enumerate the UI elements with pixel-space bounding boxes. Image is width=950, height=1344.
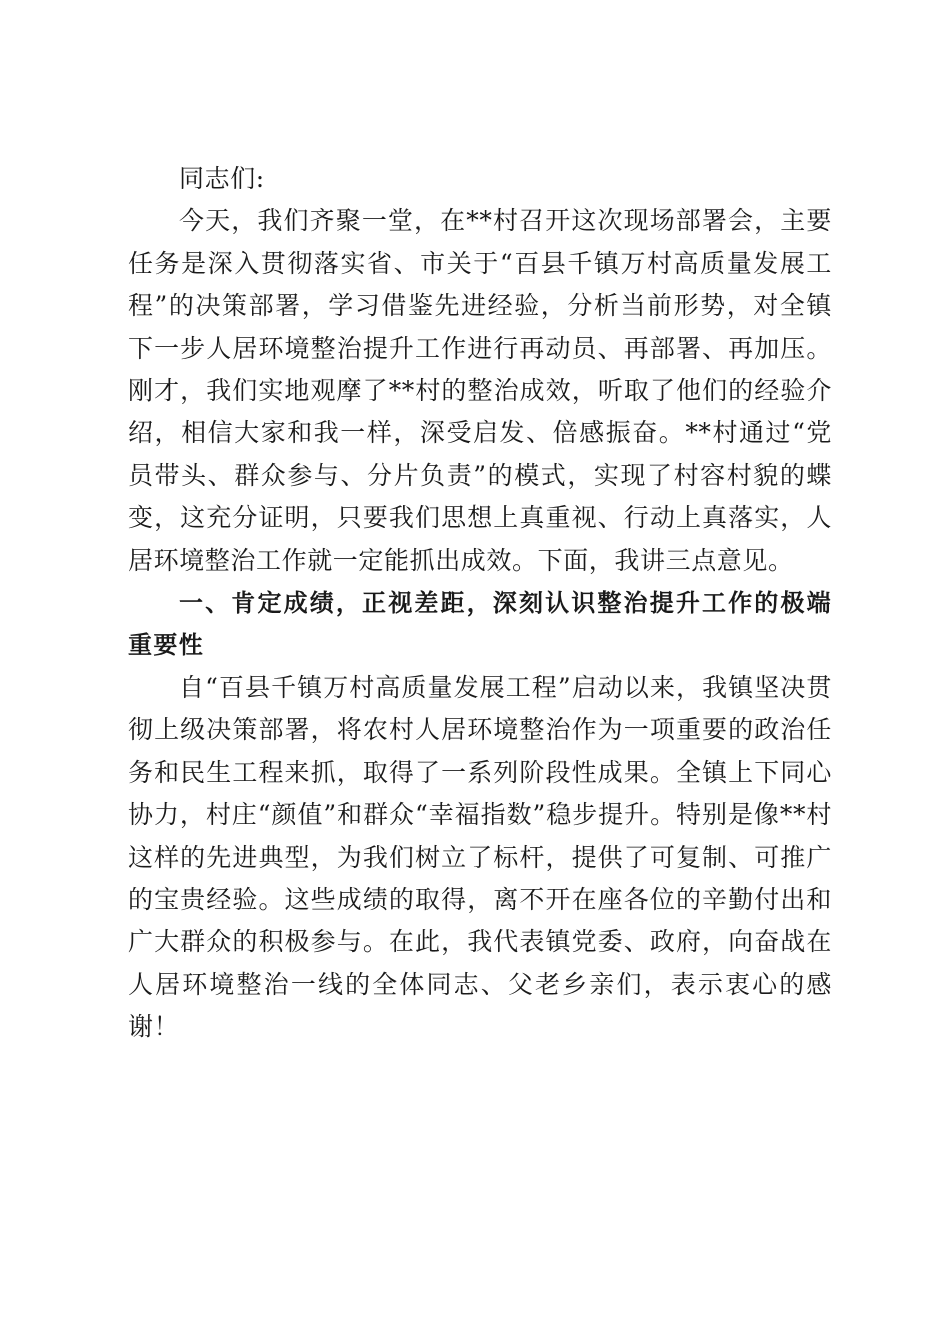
section-paragraph: 自“百县千镇万村高质量发展工程”启动以来，我镇坚决贯彻上级决策部署，将农村人居环境整治作为一项重要的政治任务和民生工程来抓，取得了一系列阶段性成果。全镇上下同心协力，村庄“颜值”和群众“幸福指数”稳步提升。特别是像**村这样的先进典型，为我们树立了标杆，提供了可复制、可推广的宝贵经验。这些成绩的取得，离不开在座各位的辛勤付出和广大群众的积极参与。在此，我代表镇党委、政府，向奋战在人居环境整治一线的全体同志、父老乡亲们，表示衷心的感谢！ — [128, 672, 832, 1042]
salutation: 同志们: — [179, 164, 265, 193]
section-heading: 一、肯定成绩，正视差距，深刻认识整治提升工作的极端重要性 — [128, 589, 832, 660]
document-body — [128, 158, 832, 1049]
intro-paragraph: 今天，我们齐聚一堂，在**村召开这次现场部署会，主要任务是深入贯彻落实省、市关于“百县千镇万村高质量发展工程”的决策部署，学习借鉴先进经验，分析当前形势，对全镇下一步人居环境整治提升工作进行再动员、再部署、再加压。刚才，我们实地观摩了**村的整治成效，听取了他们的经验介绍，相信大家和我一样，深受启发、倍感振奋。**村通过“党员带头、群众参与、分片负责”的模式，实现了村容村貌的蝶变，这充分证明，只要我们思想上真重视、行动上真落实，人居环境整治工作就一定能抓出成效。下面，我讲三点意见。 — [128, 206, 832, 575]
